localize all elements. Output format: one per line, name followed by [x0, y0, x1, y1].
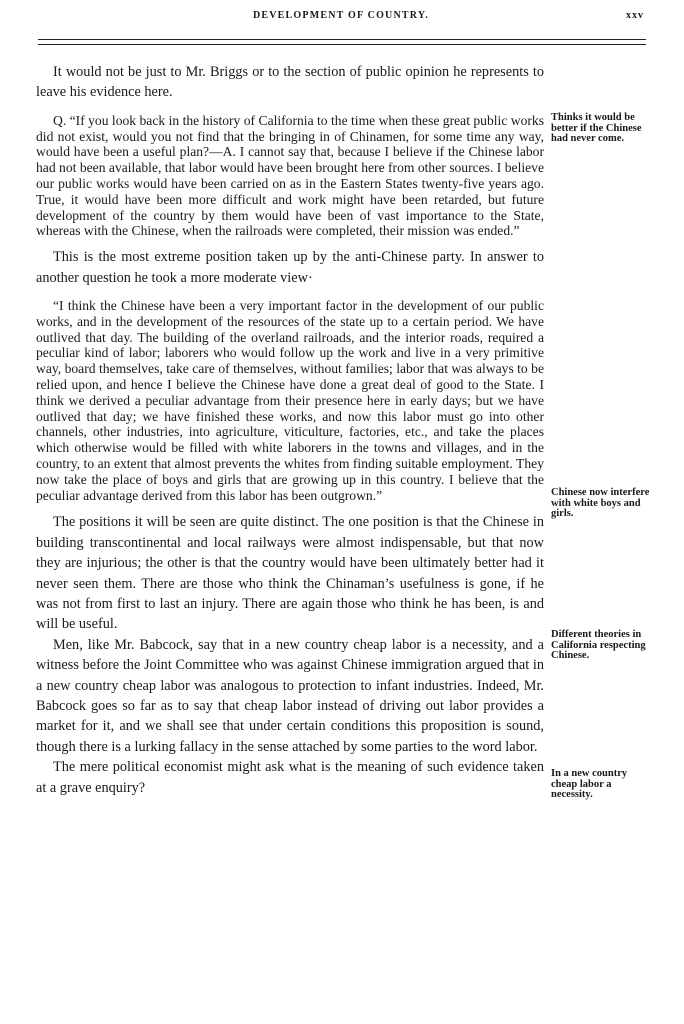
paragraph-babcock: Men, like Mr. Babcock, say that in a new country cheap labor is a necessity, and a witness before the Joint Committee who was against Chinese immigration argued that in a new country cheap labor was analogous to protection to infant industries. Indeed, Mr. Babcock goes so far as to say that cheap labor instead of driving out labor provides a market for it, and we shall see that under certain conditions this proposition is sound, though there is a lurking fallacy in the sense attached by some parties to the word labor.	[36, 636, 544, 755]
paragraph-intro: It would not be just to Mr. Briggs or to the section of public opinion he represents to leave his evidence here.	[36, 64, 544, 101]
paragraph-economist: The mere political economist might ask what is the meaning of such evidence taken at a grave enquiry?	[36, 759, 544, 796]
running-title: DEVELOPMENT OF COUNTRY.	[252, 10, 430, 21]
page-number: xxv	[626, 10, 644, 21]
margin-note: Thinks it would be better if the Chinese had never come.	[551, 112, 642, 144]
paragraph-positions: The positions it will be seen are quite distinct. The one position is that the Chinese in building transcontinental and local railways were almost indispensable, but that now they are injurious; the other is that the country would have been ultimately better had it never seen them. There are those who think the Chinaman’s usefulness is gone, if he was not from first to last an injury. There are again those who think he has been, is and will be useful.	[36, 514, 544, 633]
header-rule-thick	[38, 39, 646, 40]
paragraph-extreme-position: This is the most extreme position taken up by the anti-Chinese party. In answer to another question he took a more moderate view·	[36, 249, 544, 286]
header-rule-thin	[38, 44, 646, 45]
quoted-testimony-2: “I think the Chinese have been a very important factor in the development of our public works, and in the development of the resources of the state up to a certain period. We have outlived that day. The building of the overland railroads, and the interior roads, required a peculiar kind of labor; laborers who would follow up the work and live in a very primitive way, board themselves, take care of themselves, without families; labor that was always to be relied upon, and hence I believe the Chinese have done a great deal of good to the State. I think we derived a peculiar advantage from their presence here in early days; but we have outlived that day; we have finished these works, and now this labor must go into other channels, other industries, into agriculture, viticulture, factories, etc., and take the places which otherwise would be filled with white laborers in the towns and villages, and in the country, to an extent that almost prevents the whites from finding suitable employment. They now take the place of boys and girls that are growing up in this country. I believe that the peculiar advantage derived from this labor has been outgrown.”	[36, 298, 544, 503]
margin-note: Different theories in California respecting Chinese.	[551, 629, 646, 661]
main-text	[36, 60, 544, 798]
margin-note: In a new country cheap labor a necessity.	[551, 768, 628, 800]
quoted-testimony-1: Q. “If you look back in the history of California to the time when these great public works did not exist, would you not find that the bringing in of Chinamen, for some time any way, would have been a useful plan?—A. I cannot say that, because I believe if the Chinese labor had not been available, that labor would have been brought here from other sources. I believe our public works would have been carried on as in the Eastern States twenty-five years ago. True, it would have been more difficult and work might have been retarded, but future development of the country by them would have been of vast importance to the State, whereas with the Chinese, when the railroads were completed, their mission was ended.”	[36, 112, 544, 239]
margin-note: Chinese now interfere with white boys and girls.	[551, 487, 650, 519]
page-header	[38, 10, 644, 28]
